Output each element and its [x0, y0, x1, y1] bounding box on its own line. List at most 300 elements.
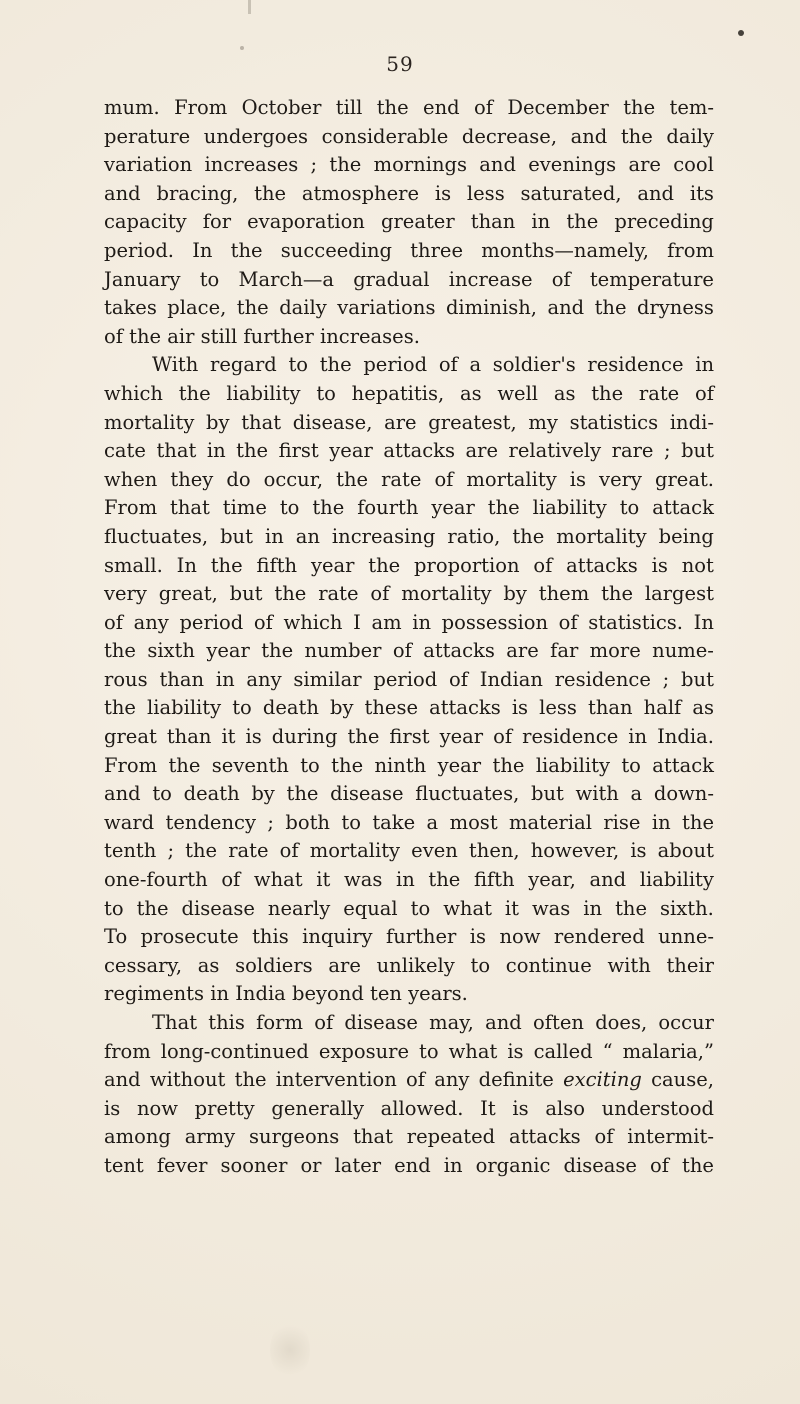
word: attacks — [566, 553, 638, 577]
word: gradual — [353, 267, 430, 291]
word: not — [681, 553, 714, 577]
word: and — [485, 1011, 522, 1034]
text-line — [104, 1152, 714, 1181]
word: to — [316, 381, 336, 405]
word: these — [364, 696, 419, 720]
page-number: 59 — [386, 52, 414, 76]
word: the — [312, 496, 345, 520]
word: fifth — [473, 868, 515, 892]
word: From — [104, 753, 158, 777]
word: saturated, — [520, 181, 622, 205]
word: tenth — [104, 839, 157, 863]
word: in — [395, 868, 415, 892]
text-line: of the air still further increases. — [104, 324, 420, 348]
word: of — [533, 553, 553, 577]
word: to — [152, 782, 172, 806]
word: seventh — [211, 753, 289, 777]
word: to — [279, 496, 300, 520]
word: the — [615, 896, 648, 920]
word: to — [470, 953, 491, 977]
word: and — [104, 1068, 141, 1092]
word: ward — [104, 810, 155, 834]
word: of — [279, 839, 299, 863]
word: is — [651, 553, 668, 577]
word: the — [512, 524, 545, 548]
word: understood — [601, 1096, 714, 1120]
word: residence — [587, 353, 684, 377]
word: period — [363, 353, 428, 377]
word: in — [583, 896, 603, 920]
word: but — [220, 524, 253, 548]
word: any — [133, 610, 169, 634]
word: however, — [530, 839, 620, 863]
word: may, — [429, 1011, 474, 1034]
text-line — [104, 380, 714, 409]
word: that — [353, 1125, 393, 1149]
text-line — [104, 580, 714, 609]
word: a — [426, 810, 439, 834]
word: the — [620, 124, 653, 148]
word: relatively — [508, 439, 602, 463]
word: with — [607, 953, 651, 977]
word: liability — [532, 496, 607, 520]
word: great — [104, 725, 157, 749]
word: the — [261, 639, 294, 663]
word: succeeding — [280, 238, 393, 262]
word: To — [104, 925, 128, 949]
word: tent — [104, 1153, 144, 1177]
text-line — [104, 494, 714, 523]
word: October — [241, 96, 322, 119]
word: soldier's — [492, 353, 576, 377]
word: to — [199, 267, 220, 291]
word: to — [341, 810, 361, 834]
word: increasing — [331, 524, 436, 548]
word: but — [229, 582, 263, 606]
word: That — [152, 1011, 198, 1034]
word: in — [531, 210, 551, 234]
word: of — [392, 639, 412, 663]
word: was — [531, 896, 571, 920]
word: among — [104, 1125, 171, 1149]
word: the — [623, 96, 656, 119]
text-line — [104, 952, 714, 981]
word: in — [215, 667, 235, 691]
word: attacks — [429, 696, 501, 720]
text-line — [104, 609, 714, 638]
word: of — [558, 610, 578, 634]
word: ; — [167, 839, 175, 863]
word: perature — [104, 124, 191, 148]
word: daily — [666, 124, 714, 148]
word: attack — [652, 753, 714, 777]
word: of — [253, 610, 273, 634]
word: to — [300, 753, 320, 777]
word: being — [658, 524, 714, 548]
text-line — [104, 151, 714, 180]
word: the — [168, 753, 201, 777]
word: repeated — [406, 1125, 496, 1149]
word: as — [692, 696, 714, 720]
word: the — [185, 839, 218, 863]
word: With — [152, 353, 199, 377]
word: sixth. — [660, 896, 714, 920]
word: any — [434, 1068, 470, 1092]
word: further — [386, 925, 457, 949]
word: what — [443, 896, 492, 920]
word: it — [316, 868, 331, 892]
word: the — [428, 868, 461, 892]
word: mortality — [556, 524, 647, 548]
word: increase — [448, 267, 533, 291]
word: the — [236, 296, 269, 320]
word: any — [246, 667, 282, 691]
word: less — [539, 696, 577, 720]
word: rate — [638, 381, 680, 405]
word: with — [575, 782, 619, 806]
text-line — [104, 923, 714, 952]
word: the — [594, 296, 627, 320]
word: months—namely, — [481, 238, 649, 262]
word: in — [651, 810, 671, 834]
word: year — [437, 753, 482, 777]
word: cate — [104, 439, 146, 463]
word: take — [372, 810, 416, 834]
word: three — [410, 238, 464, 262]
word: From — [104, 496, 158, 520]
word: than — [587, 696, 633, 720]
word: to — [419, 1039, 439, 1063]
word: regard — [210, 353, 277, 377]
word: material — [509, 810, 592, 834]
word: From — [174, 96, 228, 119]
word: possession — [441, 610, 548, 634]
word: as — [197, 953, 220, 977]
word: disease — [330, 782, 404, 806]
word: largest — [644, 582, 714, 606]
word: one-fourth — [104, 868, 208, 892]
text-line — [104, 94, 714, 123]
word: is — [507, 1039, 524, 1063]
word: ; — [663, 439, 671, 463]
word: both — [285, 810, 330, 834]
word: than — [159, 667, 205, 691]
word: takes — [104, 296, 157, 320]
text-line — [104, 837, 714, 866]
word: soldiers — [235, 953, 313, 977]
word: residence — [554, 667, 651, 691]
word: nearly — [267, 896, 331, 920]
text-line: regiments in India beyond ten years. — [104, 982, 468, 1006]
word: Indian — [479, 667, 543, 691]
text-line — [104, 1123, 714, 1152]
word: In — [176, 553, 197, 577]
word: it — [221, 725, 236, 749]
text-line — [104, 208, 714, 237]
word: rare — [611, 439, 654, 463]
word: but — [530, 782, 564, 806]
word: to — [410, 896, 431, 920]
text-line — [104, 180, 714, 209]
word: mortality — [104, 410, 195, 434]
word: mortality — [309, 839, 401, 863]
text-line — [104, 437, 714, 466]
word: period. — [104, 238, 175, 262]
word: ; — [267, 810, 274, 834]
word: the — [591, 381, 624, 405]
word: very — [599, 467, 642, 491]
word: ; — [310, 153, 318, 177]
word: as — [553, 381, 576, 405]
word: of — [594, 1125, 614, 1149]
text-line — [104, 523, 714, 552]
word: atmosphere — [301, 181, 420, 205]
text-line — [104, 666, 714, 695]
word: mornings — [373, 153, 468, 177]
word: to — [619, 496, 640, 520]
word: are — [628, 153, 661, 177]
word: to — [621, 753, 641, 777]
word: a — [630, 782, 643, 806]
word: temperature — [589, 267, 714, 291]
word: to — [288, 353, 309, 377]
text-line — [104, 637, 714, 666]
word: the — [104, 696, 136, 720]
word: an — [295, 524, 320, 548]
word: this — [252, 925, 289, 949]
word: in — [443, 1153, 463, 1177]
word: the — [230, 238, 263, 262]
word: a — [469, 353, 482, 377]
word: diminish, — [445, 296, 537, 320]
text-line — [104, 1066, 714, 1095]
text-line — [104, 409, 714, 438]
word: later — [334, 1153, 382, 1177]
word: half — [643, 696, 682, 720]
word: similar — [293, 667, 362, 691]
word: of — [221, 868, 241, 892]
text-line — [104, 351, 714, 380]
word: but — [681, 667, 714, 691]
word: March—a — [238, 267, 335, 291]
word: it — [504, 896, 519, 920]
word: In — [693, 610, 714, 634]
word: by — [206, 410, 230, 434]
word: of — [104, 610, 123, 634]
word: January — [104, 267, 181, 291]
word: was — [344, 868, 383, 892]
word: of — [434, 467, 454, 491]
word: is — [569, 467, 587, 491]
word: first — [389, 725, 430, 749]
word: this — [208, 1011, 245, 1034]
word: liability — [226, 381, 301, 405]
word: fluctuates, — [415, 782, 520, 806]
word: my — [528, 410, 558, 434]
word: and — [589, 868, 627, 892]
word: of — [649, 1153, 669, 1177]
word: well — [497, 381, 539, 405]
word: time — [222, 496, 267, 520]
word: surgeons — [249, 1125, 340, 1149]
word: pretty — [194, 1096, 255, 1120]
word: than — [470, 210, 516, 234]
word: unne- — [658, 925, 714, 949]
word: in — [628, 725, 648, 749]
word: intermit- — [627, 1125, 714, 1149]
word: of — [370, 582, 390, 606]
word: statistics — [569, 410, 659, 434]
word: great, — [158, 582, 218, 606]
word: equal — [343, 896, 398, 920]
word: but — [681, 439, 714, 463]
word: that — [156, 439, 197, 463]
word: are — [384, 410, 417, 434]
word: the — [274, 582, 307, 606]
word: which — [283, 610, 343, 634]
word: sooner — [220, 1153, 288, 1177]
word: does, — [595, 1011, 648, 1034]
word: the — [681, 1153, 714, 1177]
text-line — [104, 752, 714, 781]
text-line — [104, 552, 714, 581]
text-line — [104, 723, 714, 752]
word: year — [206, 639, 250, 663]
text-line — [104, 1038, 714, 1067]
word: sixth — [147, 639, 195, 663]
word: and — [479, 153, 516, 177]
word: considerable — [321, 124, 449, 148]
word: from — [667, 238, 714, 262]
word: exciting — [563, 1068, 642, 1092]
word: place, — [167, 296, 227, 320]
word: attacks — [423, 639, 495, 663]
word: as — [459, 381, 482, 405]
word: most — [449, 810, 498, 834]
word: attack — [652, 496, 714, 520]
word: that — [241, 410, 282, 434]
word: rate — [318, 582, 359, 606]
word: to — [232, 696, 252, 720]
text-line — [104, 809, 714, 838]
ink-dot — [738, 30, 744, 36]
word: first — [278, 439, 319, 463]
word: unlikely — [376, 953, 455, 977]
word: India. — [657, 725, 714, 749]
word: ninth — [374, 753, 427, 777]
word: its — [689, 181, 714, 205]
word: in — [206, 439, 226, 463]
text-line — [104, 694, 714, 723]
word: of — [406, 1068, 425, 1092]
word: and — [104, 181, 141, 205]
word: without — [149, 1068, 226, 1092]
word: intervention — [275, 1068, 397, 1092]
word: is — [630, 839, 647, 863]
word: by — [329, 696, 354, 720]
word: liability — [535, 753, 610, 777]
word: small. — [104, 553, 163, 577]
word: proportion — [414, 553, 520, 577]
word: fourth — [357, 496, 419, 520]
word: definite — [478, 1068, 554, 1092]
word: or — [300, 1153, 322, 1177]
word: period — [373, 667, 438, 691]
word: down- — [653, 782, 714, 806]
word: continue — [505, 953, 592, 977]
word: fever — [156, 1153, 208, 1177]
word: to — [104, 896, 124, 920]
word: of — [474, 96, 493, 119]
word: mortality — [401, 582, 492, 606]
word: decrease, — [461, 124, 558, 148]
top-edge-mark — [248, 0, 251, 14]
word: death — [262, 696, 319, 720]
word: what — [253, 868, 303, 892]
word: about — [657, 839, 714, 863]
word: occur — [658, 1011, 714, 1034]
word: the — [234, 1068, 267, 1092]
word: army — [184, 1125, 236, 1149]
word: preceding — [614, 210, 714, 234]
word: attacks — [508, 1125, 581, 1149]
word: end — [423, 96, 460, 119]
word: daily — [279, 296, 327, 320]
word: the — [104, 639, 136, 663]
word: capacity — [104, 210, 187, 234]
word: the — [331, 753, 364, 777]
text-line — [104, 237, 714, 266]
word: the — [492, 753, 525, 777]
word: when — [104, 467, 158, 491]
word: the — [566, 210, 599, 234]
text-line — [104, 123, 714, 152]
text-line — [104, 1095, 714, 1124]
word: rise — [603, 810, 641, 834]
word: then, — [468, 839, 520, 863]
text-line — [104, 895, 714, 924]
word: In — [192, 238, 213, 262]
word: from — [104, 1039, 151, 1063]
word: greatest, — [428, 410, 517, 434]
text-line — [104, 266, 714, 295]
word: more — [589, 639, 641, 663]
word: of — [493, 725, 513, 749]
word: tem- — [669, 96, 714, 119]
word: cause, — [651, 1068, 714, 1092]
word: very — [104, 582, 147, 606]
word: is — [245, 725, 262, 749]
body-text — [104, 94, 714, 1181]
word: that — [170, 496, 210, 520]
word: year, — [528, 868, 576, 892]
word: the — [319, 353, 352, 377]
word: It — [480, 1096, 496, 1120]
word: less — [466, 181, 505, 205]
word: the — [178, 381, 211, 405]
word: year — [431, 496, 475, 520]
word: do — [226, 467, 251, 491]
text-line — [104, 294, 714, 323]
word: tendency — [165, 810, 256, 834]
word: disease — [344, 1011, 418, 1034]
word: than — [166, 725, 212, 749]
word: the — [376, 96, 409, 119]
word: prosecute — [140, 925, 239, 949]
word: number — [304, 639, 382, 663]
word: of — [448, 667, 468, 691]
word: ratio, — [447, 524, 501, 548]
